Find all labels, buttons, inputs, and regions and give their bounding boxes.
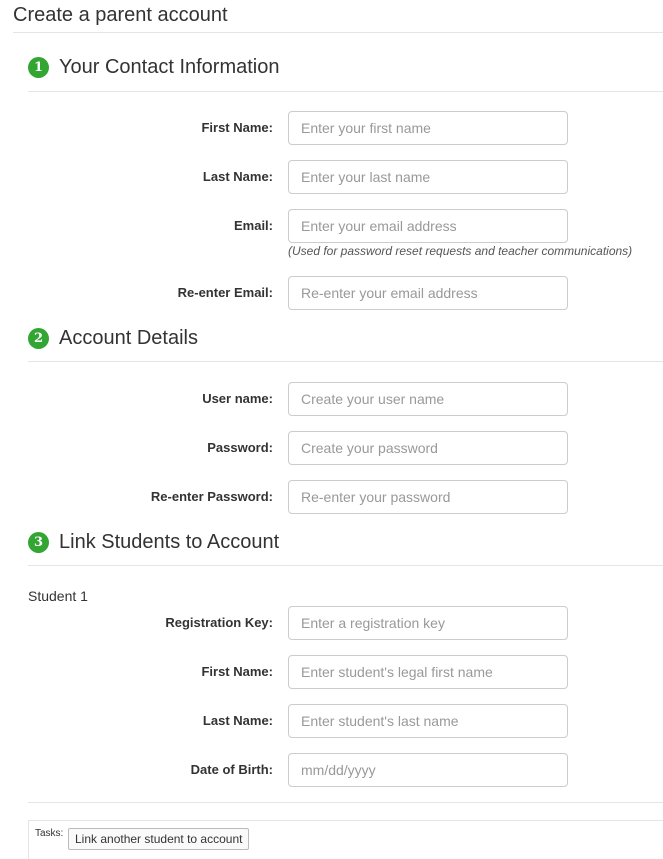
account-username-row <box>0 382 663 416</box>
section-divider <box>28 91 663 92</box>
account-reenter-password-input[interactable] <box>288 480 568 514</box>
step-3-badge-icon: 3 <box>28 532 49 553</box>
contact-email-row <box>0 209 663 243</box>
student-last-name-row <box>0 704 663 738</box>
contact-last-name-input[interactable] <box>288 160 568 194</box>
section-header-students <box>28 532 663 562</box>
section-title-students: Link Students to Account <box>59 531 280 553</box>
student-dob-input[interactable] <box>288 753 568 787</box>
contact-first-name-input[interactable] <box>288 111 568 145</box>
title-divider <box>13 32 663 33</box>
contact-reenter-email-label: Re-enter Email: <box>177 285 273 300</box>
tasks-divider <box>28 802 663 803</box>
account-password-row <box>0 431 663 465</box>
step-1-badge-icon: 1 <box>28 57 49 78</box>
account-password-input[interactable] <box>288 431 568 465</box>
account-username-input[interactable] <box>288 382 568 416</box>
contact-email-label: Email: <box>233 218 273 233</box>
contact-reenter-email-row <box>0 276 663 310</box>
student-registration-key-row <box>0 606 663 640</box>
contact-last-name-label: Last Name: <box>202 169 273 184</box>
student-1-label: Student 1 <box>28 588 88 604</box>
account-password-label: Password: <box>207 440 273 455</box>
account-reenter-password-row <box>0 480 663 514</box>
section-header-contact <box>28 57 663 87</box>
page-title: Create a parent account <box>13 4 228 26</box>
contact-reenter-email-input[interactable] <box>288 276 568 310</box>
contact-first-name-label: First Name: <box>201 120 273 135</box>
section-divider <box>28 565 663 566</box>
tasks-bar <box>28 820 663 859</box>
contact-last-name-row <box>0 160 663 194</box>
section-divider <box>28 361 663 362</box>
tasks-label: Tasks: <box>35 828 64 839</box>
contact-first-name-row <box>0 111 663 145</box>
contact-email-input[interactable] <box>288 209 568 243</box>
student-first-name-label: First Name: <box>201 664 273 679</box>
link-another-student-button[interactable]: Link another student to account <box>68 828 249 850</box>
student-registration-key-input[interactable] <box>288 606 568 640</box>
student-first-name-input[interactable] <box>288 655 568 689</box>
student-first-name-row <box>0 655 663 689</box>
student-last-name-input[interactable] <box>288 704 568 738</box>
student-last-name-label: Last Name: <box>202 713 273 728</box>
section-header-account <box>28 328 663 358</box>
student-registration-key-label: Registration Key: <box>165 615 273 630</box>
account-username-label: User name: <box>202 391 273 406</box>
section-title-account: Account Details <box>59 327 198 349</box>
account-reenter-password-label: Re-enter Password: <box>150 489 273 504</box>
student-dob-row <box>0 753 663 787</box>
step-2-badge-icon: 2 <box>28 328 49 349</box>
section-title-contact: Your Contact Information <box>59 56 280 78</box>
email-help-text: (Used for password reset requests and teacher communications) <box>288 244 633 258</box>
student-dob-label: Date of Birth: <box>190 762 273 777</box>
